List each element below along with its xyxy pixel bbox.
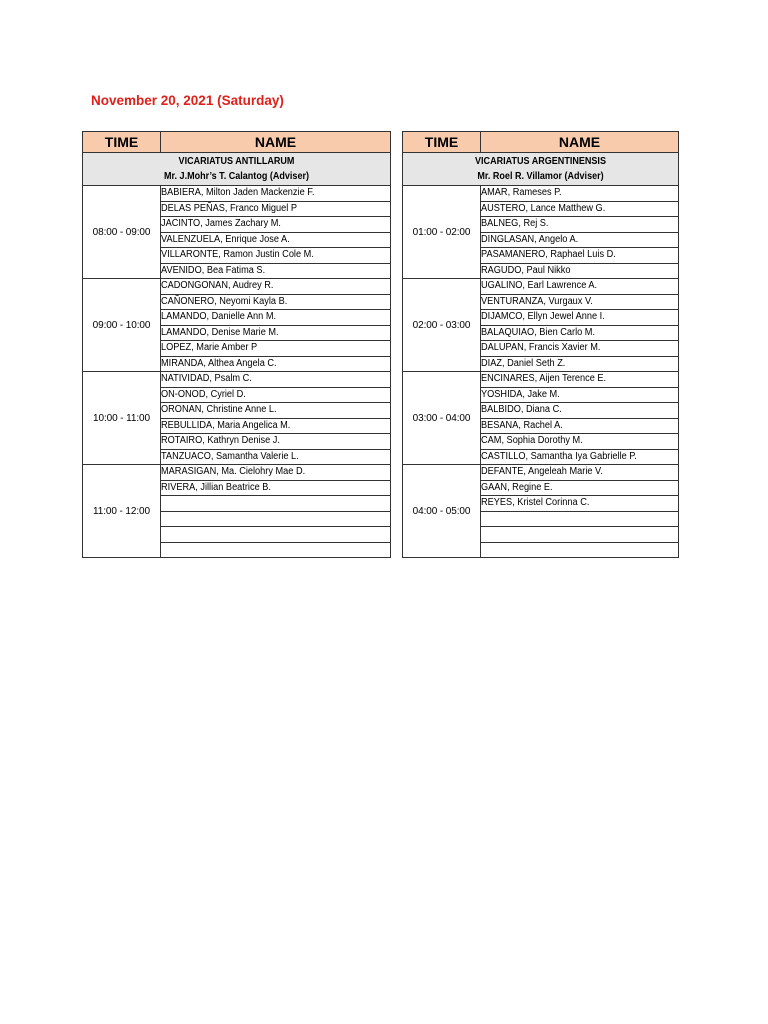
student-name: CAÑONERO, Neyomi Kayla B. xyxy=(161,295,288,307)
group-title: VICARIATUS ARGENTINENSIS xyxy=(475,155,606,167)
student-name: UGALINO, Earl Lawrence A. xyxy=(481,280,598,292)
student-name-cell xyxy=(161,186,391,202)
student-name-cell xyxy=(481,186,679,202)
student-name: LAMANDO, Denise Marie M. xyxy=(161,326,279,338)
time-slot: 02:00 - 03:00 xyxy=(403,279,481,372)
student-name: YOSHIDA, Jake M. xyxy=(481,388,560,400)
student-name: ORONAN, Christine Anne L. xyxy=(161,404,277,416)
time-slot: 03:00 - 04:00 xyxy=(403,372,481,465)
student-name-cell xyxy=(481,372,679,388)
table-row xyxy=(403,279,679,295)
table-row xyxy=(83,279,391,295)
student-name: NATIVIDAD, Psalm C. xyxy=(161,373,252,385)
student-name: DINGLASAN, Angelo A. xyxy=(481,233,579,245)
time-slot: 09:00 - 10:00 xyxy=(83,279,161,372)
name-header: NAME xyxy=(161,132,391,153)
student-name-cell xyxy=(161,527,391,543)
student-name: LAMANDO, Danielle Ann M. xyxy=(161,311,277,323)
header-row xyxy=(403,132,679,153)
student-name-cell xyxy=(161,542,391,558)
student-name: AUSTERO, Lance Matthew G. xyxy=(481,202,606,214)
student-name-cell xyxy=(161,496,391,512)
group-row xyxy=(403,153,679,186)
student-name-cell xyxy=(161,248,391,264)
student-name-cell xyxy=(481,480,679,496)
student-name: VILLARONTE, Ramon Justin Cole M. xyxy=(161,249,314,261)
student-name-cell xyxy=(481,511,679,527)
student-name-cell xyxy=(481,263,679,279)
group-title: VICARIATUS ANTILLARUM xyxy=(178,155,295,167)
name-header: NAME xyxy=(481,132,679,153)
table-row xyxy=(83,186,391,202)
student-name-cell xyxy=(161,217,391,233)
student-name-cell xyxy=(481,418,679,434)
student-name-cell xyxy=(161,279,391,295)
table-row xyxy=(403,465,679,481)
student-name: VALENZUELA, Enrique Jose A. xyxy=(161,233,290,245)
student-name-cell xyxy=(161,511,391,527)
date-heading: November 20, 2021 (Saturday) xyxy=(91,93,284,108)
student-name-cell xyxy=(481,294,679,310)
student-name-cell xyxy=(481,310,679,326)
student-name-cell xyxy=(161,356,391,372)
group-header xyxy=(83,153,391,186)
schedule-table-antillarum xyxy=(82,131,391,558)
student-name-cell xyxy=(161,294,391,310)
student-name: BESANA, Rachel A. xyxy=(481,419,563,431)
student-name-cell xyxy=(161,434,391,450)
student-name-cell xyxy=(161,449,391,465)
student-name: REBULLIDA, Maria Angelica M. xyxy=(161,419,291,431)
time-slot: 10:00 - 11:00 xyxy=(83,372,161,465)
time-slot: 11:00 - 12:00 xyxy=(83,465,161,558)
student-name-cell xyxy=(481,279,679,295)
student-name: REYES, Kristel Corinna C. xyxy=(481,497,590,509)
student-name-cell xyxy=(481,325,679,341)
student-name-cell xyxy=(481,449,679,465)
student-name: DALUPAN, Francis Xavier M. xyxy=(481,342,601,354)
student-name: AVENIDO, Bea Fatima S. xyxy=(161,264,266,276)
student-name-cell xyxy=(161,310,391,326)
student-name-cell xyxy=(481,527,679,543)
student-name-cell xyxy=(481,434,679,450)
student-name-cell xyxy=(481,496,679,512)
student-name-cell xyxy=(481,341,679,357)
student-name-cell xyxy=(161,232,391,248)
time-header: TIME xyxy=(403,132,481,153)
student-name: BABIERA, Milton Jaden Mackenzie F. xyxy=(161,187,315,199)
student-name: TANZUACO, Samantha Valerie L. xyxy=(161,450,299,462)
time-header: TIME xyxy=(83,132,161,153)
student-name: MIRANDA, Althea Angela C. xyxy=(161,357,277,369)
group-adviser: Mr. J.Mohr’s T. Calantog (Adviser) xyxy=(163,170,310,182)
student-name-cell xyxy=(481,201,679,217)
student-name: RIVERA, Jillian Beatrice B. xyxy=(161,481,271,493)
student-name: VENTURANZA, Vurgaux V. xyxy=(481,295,593,307)
schedule-table-argentinensis xyxy=(402,131,679,558)
student-name-cell xyxy=(161,372,391,388)
student-name: DIJAMCO, Ellyn Jewel Anne I. xyxy=(481,311,605,323)
time-slot: 08:00 - 09:00 xyxy=(83,186,161,279)
time-slot: 01:00 - 02:00 xyxy=(403,186,481,279)
student-name-cell xyxy=(161,465,391,481)
group-header xyxy=(403,153,679,186)
student-name-cell xyxy=(481,403,679,419)
student-name: BALBIDO, Diana C. xyxy=(481,404,562,416)
student-name-cell xyxy=(161,480,391,496)
student-name: LOPEZ, Marie Amber P xyxy=(161,342,258,354)
student-name: DIAZ, Daniel Seth Z. xyxy=(481,357,566,369)
student-name: GAAN, Regine E. xyxy=(481,481,553,493)
student-name-cell xyxy=(161,341,391,357)
student-name-cell xyxy=(161,201,391,217)
student-name: RAGUDO, Paul Nikko xyxy=(481,264,571,276)
student-name-cell xyxy=(161,403,391,419)
student-name: DEFANTE, Angeleah Marie V. xyxy=(481,466,603,478)
student-name-cell xyxy=(161,263,391,279)
student-name-cell xyxy=(161,387,391,403)
time-slot: 04:00 - 05:00 xyxy=(403,465,481,558)
table-row xyxy=(83,465,391,481)
table-row xyxy=(403,372,679,388)
student-name: PASAMANERO, Raphael Luis D. xyxy=(481,249,616,261)
table-row xyxy=(83,372,391,388)
student-name-cell xyxy=(481,232,679,248)
student-name: BALAQUIAO, Bien Carlo M. xyxy=(481,326,596,338)
student-name: JACINTO, James Zachary M. xyxy=(161,218,281,230)
group-row xyxy=(83,153,391,186)
student-name: ROTAIRO, Kathryn Denise J. xyxy=(161,435,280,447)
student-name-cell xyxy=(161,418,391,434)
student-name: AMAR, Rameses P. xyxy=(481,187,562,199)
student-name-cell xyxy=(481,356,679,372)
student-name-cell xyxy=(481,387,679,403)
group-adviser: Mr. Roel R. Villamor (Adviser) xyxy=(477,170,604,182)
student-name-cell xyxy=(161,325,391,341)
student-name-cell xyxy=(481,217,679,233)
student-name: ON-ONOD, Cyriel D. xyxy=(161,388,246,400)
student-name-cell xyxy=(481,248,679,264)
student-name: ENCINARES, Aijen Terence E. xyxy=(481,373,607,385)
header-row xyxy=(83,132,391,153)
student-name: CASTILLO, Samantha Iya Gabrielle P. xyxy=(481,450,637,462)
table-row xyxy=(403,186,679,202)
student-name: BALNEG, Rej S. xyxy=(481,218,549,230)
student-name: DELAS PEÑAS, Franco Miguel P xyxy=(161,202,298,214)
student-name: CADONGONAN, Audrey R. xyxy=(161,280,274,292)
student-name: MARASIGAN, Ma. Cielohry Mae D. xyxy=(161,466,306,478)
student-name-cell xyxy=(481,542,679,558)
student-name: CAM, Sophia Dorothy M. xyxy=(481,435,583,447)
student-name-cell xyxy=(481,465,679,481)
